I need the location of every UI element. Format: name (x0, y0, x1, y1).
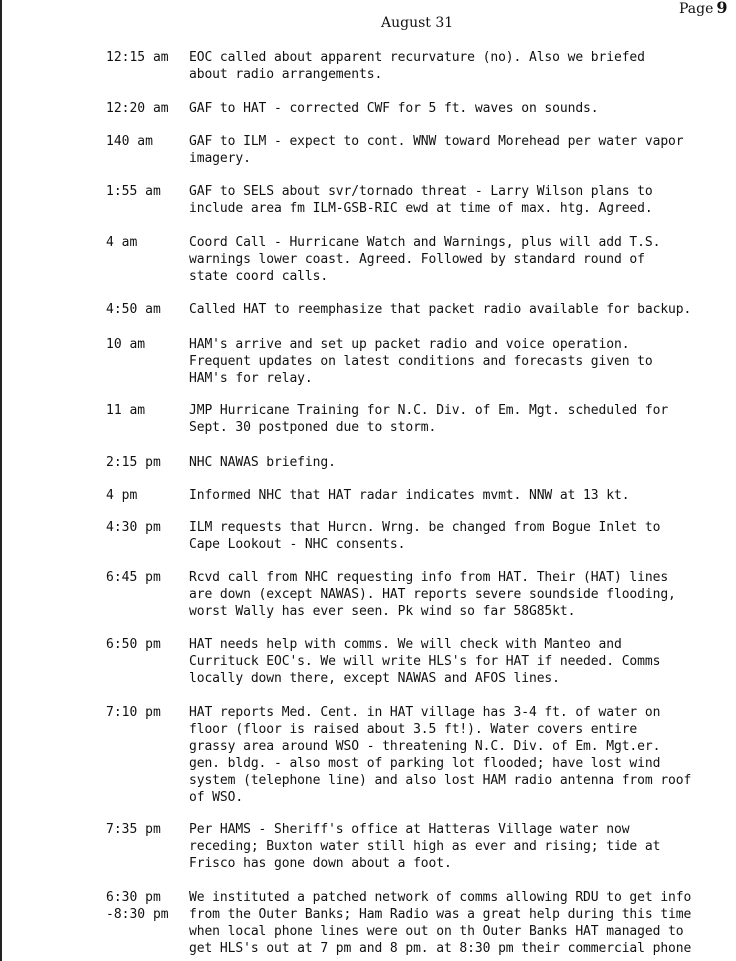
entry-text: GAF to ILM - expect to cont. WNW toward Morehead per water vapor imagery. (189, 134, 684, 166)
entry-time: 6:30 pm -8:30 pm (106, 890, 169, 922)
entry-text: GAF to HAT - corrected CWF for 5 ft. waves on sounds. (189, 101, 599, 116)
entry-time: 6:50 pm (106, 637, 161, 652)
page-left-edge (0, 0, 2, 961)
entry-text: JMP Hurricane Training for N.C. Div. of Em. Mgt. scheduled for Sept. 30 postponed due to storm. (189, 403, 669, 435)
entry-time: 12:15 am (106, 50, 169, 65)
entry-time: 4 am (106, 235, 138, 250)
entry-text: Informed NHC that HAT radar indicates mvmt. NNW at 13 kt. (189, 488, 630, 503)
entry-time: 1:55 am (106, 184, 161, 199)
entry-time: 140 am (106, 134, 153, 149)
entry-text: We instituted a patched network of comms allowing RDU to get info from the Outer Banks; Ham Radio was a great help during this time when local phone lines were out on th Outer Banks HAT managed to get HLS's out at 7 pm and 8 pm. at 8:30 pm their commercial phone (189, 890, 692, 956)
entry-time: 4:50 am (106, 302, 161, 317)
entry-time: 6:45 pm (106, 570, 161, 585)
page-label-text: Page (679, 1, 714, 17)
entry-time: 4:30 pm (106, 520, 161, 535)
entry-time: 11 am (106, 403, 146, 418)
entry-text: HAT needs help with comms. We will check with Manteo and Currituck EOC's. We will write HLS's for HAT if needed. Comms locally down there, except NAWAS and AFOS lines. (189, 637, 661, 686)
entry-text: Per HAMS - Sheriff's office at Hatteras Village water now receding; Buxton water still high as ever and rising; tide at Frisco has gone down about a foot. (189, 822, 661, 871)
entry-text: HAT reports Med. Cent. in HAT village has 3-4 ft. of water on floor (floor is raised about 3.5 ft!). Water covers entire grassy area around WSO - threatening N.C. Div. of Em. Mgt.er. gen. bldg. - also most of parking lot flooded; have lost wind system (telephone line) and also lost HAM radio antenna from roof of WSO. (189, 705, 692, 805)
entry-text: EOC called about apparent recurvature (no). Also we briefed about radio arrangements. (189, 50, 645, 82)
page-number: 9 (716, 0, 728, 17)
entry-text: NHC NAWAS briefing. (189, 455, 336, 470)
entry-text: GAF to SELS about svr/tornado threat - Larry Wilson plans to include area fm ILM-GSB-RIC ewd at time of max. htg. Agreed. (189, 184, 653, 216)
entry-text: Coord Call - Hurricane Watch and Warnings, plus will add T.S. warnings lower coast. Agreed. Followed by standard round of state coord calls. (189, 235, 661, 284)
entry-time: 10 am (106, 337, 146, 352)
entry-text: HAM's arrive and set up packet radio and voice operation. Frequent updates on latest conditions and forecasts given to HAM's for relay. (189, 337, 653, 386)
entry-time: 2:15 pm (106, 455, 161, 470)
entry-text: Rcvd call from NHC requesting info from HAT. Their (HAT) lines are down (except NAWAS). HAT reports severe soundside flooding, worst Wally has ever seen. Pk wind so far 58G85kt. (189, 570, 676, 619)
entry-time: 7:35 pm (106, 822, 161, 837)
document-date-heading: August 31 (381, 15, 454, 31)
entry-time: 7:10 pm (106, 705, 161, 720)
entry-time: 12:20 am (106, 101, 169, 116)
entry-time: 4 pm (106, 488, 138, 503)
page-number-label (679, 0, 728, 17)
entry-text: ILM requests that Hurcn. Wrng. be changed from Bogue Inlet to Cape Lookout - NHC consents. (189, 520, 661, 552)
entry-text: Called HAT to reemphasize that packet radio available for backup. (189, 302, 692, 317)
